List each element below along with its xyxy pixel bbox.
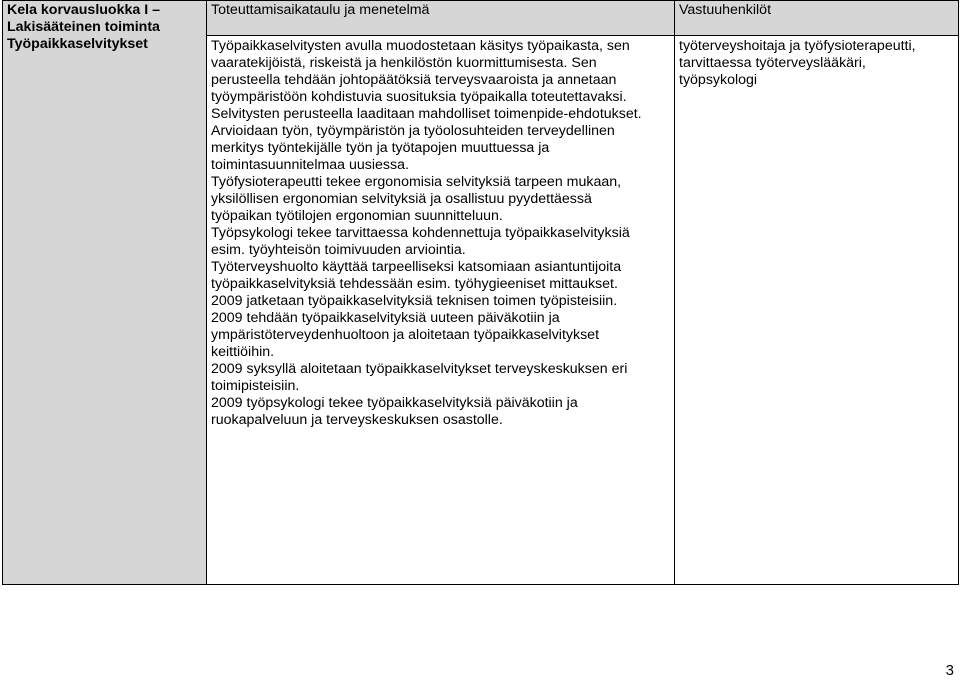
description-line: toimintasuunnitelmaa uusiessa. bbox=[211, 157, 409, 173]
header-classification-line1: Kela korvausluokka I – bbox=[7, 2, 160, 18]
description-line: Arvioidaan työn, työympäristön ja työolosuhteiden terveydellinen bbox=[211, 123, 615, 139]
description-line: Työpaikkaselvitysten avulla muodostetaan käsitys työpaikasta, sen bbox=[211, 38, 630, 54]
description-line: yksilöllisen ergonomian selvityksiä ja osallistuu pyydettäessä bbox=[211, 191, 592, 207]
description-line: perusteella tehdään johtopäätöksiä terveysvaaroista ja annetaan bbox=[211, 72, 617, 88]
description-line: toimipisteisiin. bbox=[211, 378, 300, 394]
description-line: Työpsykologi tekee tarvittaessa kohdennettuja työpaikkaselvityksiä bbox=[211, 225, 630, 241]
description-line: 2009 tehdään työpaikkaselvityksiä uuteen päiväkotiin ja bbox=[211, 310, 560, 326]
description-line: 2009 jatketaan työpaikkaselvityksiä teknisen toimen työpisteisiin. bbox=[211, 293, 618, 309]
header-schedule-method: Toteuttamisaikataulu ja menetelmä bbox=[207, 1, 675, 36]
description-line: keittiöihin. bbox=[211, 344, 275, 360]
description-line: työympäristöön kohdistuvia suosituksia työpaikalla toteutettavaksi. bbox=[211, 89, 627, 105]
responsible-cell bbox=[675, 36, 959, 585]
description-line: 2009 syksyllä aloitetaan työpaikkaselvitykset terveyskeskuksen eri bbox=[211, 361, 628, 377]
description-line: Työfysioterapeutti tekee ergonomisia selvityksiä tarpeen mukaan, bbox=[211, 174, 622, 190]
row-label: Työpaikkaselvitykset bbox=[7, 36, 148, 52]
description-line: työpaikan työtilojen ergonomian suunnitteluun. bbox=[211, 208, 503, 224]
description-cell bbox=[207, 36, 675, 585]
description-line: vaaratekijöistä, riskeistä ja henkilöstön kuormittumisesta. Sen bbox=[211, 55, 597, 71]
description-line: esim. työyhteisön toimivuuden arviointia. bbox=[211, 242, 466, 258]
description-line: merkitys työntekijälle työn ja työtapojen muuttuessa ja bbox=[211, 140, 550, 156]
description-line: Selvitysten perusteella laaditaan mahdolliset toimenpide-ehdotukset. bbox=[211, 106, 642, 122]
page-number: 3 bbox=[945, 662, 954, 679]
description-line: työpaikkaselvityksiä tehdessään esim. työhygieeniset mittaukset. bbox=[211, 276, 618, 292]
table-header-row bbox=[3, 1, 959, 36]
description-line: Työterveyshuolto käyttää tarpeelliseksi katsomiaan asiantuntijoita bbox=[211, 259, 622, 275]
plan-table bbox=[2, 0, 959, 585]
responsible-line: työpsykologi bbox=[679, 72, 758, 88]
header-classification-line2: Lakisääteinen toiminta bbox=[7, 19, 160, 35]
description-line: ympäristöterveydenhuoltoon ja aloitetaan työpaikkaselvitykset bbox=[211, 327, 600, 343]
header-responsible: Vastuuhenkilöt bbox=[675, 1, 959, 36]
description-line: ruokapalveluun ja terveyskeskuksen osastolle. bbox=[211, 412, 503, 428]
description-line: 2009 työpsykologi tekee työpaikkaselvityksiä päiväkotiin ja bbox=[211, 395, 578, 411]
responsible-line: työterveyshoitaja ja työfysioterapeutti, bbox=[679, 38, 916, 54]
header-classification bbox=[3, 1, 207, 585]
responsible-line: tarvittaessa työterveyslääkäri, bbox=[679, 55, 866, 71]
